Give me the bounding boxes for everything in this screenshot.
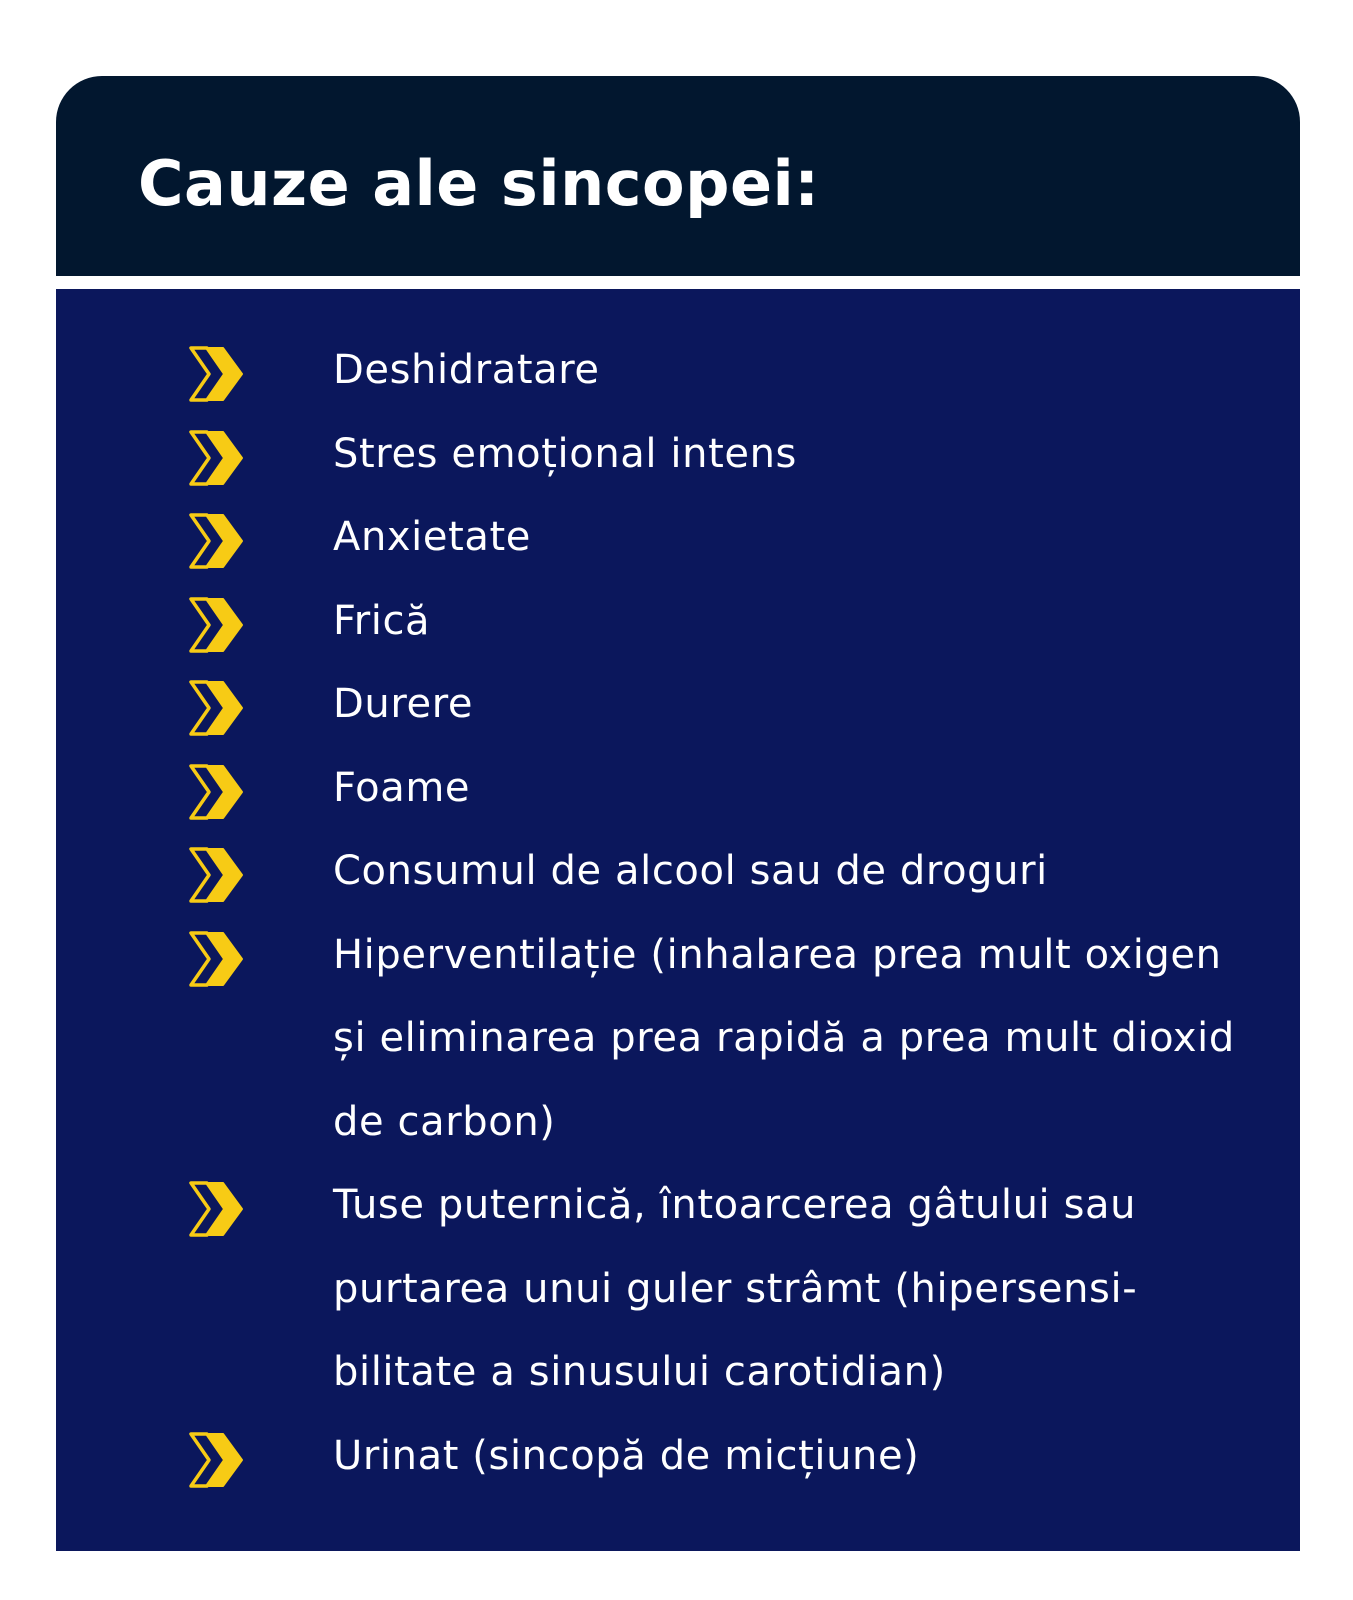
list-item-label: Deshidratare [333, 347, 600, 393]
double-chevron-right-icon [187, 763, 245, 821]
list-item [56, 1164, 1300, 1415]
double-chevron-right-icon [187, 512, 245, 570]
causes-card [56, 76, 1300, 1551]
causes-list [56, 289, 1300, 1498]
double-chevron-right-icon [187, 345, 245, 403]
list-item [56, 1415, 1300, 1499]
list-item-label: Anxietate [333, 514, 531, 560]
list-item [56, 413, 1300, 497]
double-chevron-right-icon [187, 930, 245, 988]
list-item-label: Frică [333, 597, 431, 644]
double-chevron-right-icon [187, 679, 245, 737]
list-item [56, 329, 1300, 413]
list-item [56, 580, 1300, 664]
list-item [56, 496, 1300, 580]
list-item-label: Foame [333, 764, 471, 811]
header-divider [56, 276, 1300, 289]
double-chevron-right-icon [187, 429, 245, 487]
list-item-label: Consumul de alcool sau de droguri [333, 848, 1048, 894]
list-item-label: Tuse puternică, întoarcerea gâtului sau purtarea unui guler strâmt (hipersensi-bilitate a sinusului carotidian) [333, 1182, 1138, 1395]
list-item-label: Hiperventilație (inhalarea prea mult oxigen și eliminarea prea rapidă a prea mult dioxid de carbon) [333, 931, 1235, 1145]
double-chevron-right-icon [187, 846, 245, 904]
list-item [56, 747, 1300, 831]
page-title: Cauze ale sincopei: [138, 147, 820, 220]
list-item-label: Stres emoțional intens [333, 430, 797, 477]
list-item-label: Durere [333, 681, 474, 727]
list-item-label: Urinat (sincopă de micțiune) [333, 1432, 920, 1479]
double-chevron-right-icon [187, 596, 245, 654]
list-item [56, 663, 1300, 747]
double-chevron-right-icon [187, 1431, 245, 1489]
card-body [56, 289, 1300, 1551]
list-item [56, 830, 1300, 914]
double-chevron-right-icon [187, 1180, 245, 1238]
list-item [56, 914, 1300, 1165]
card-header [56, 76, 1300, 276]
